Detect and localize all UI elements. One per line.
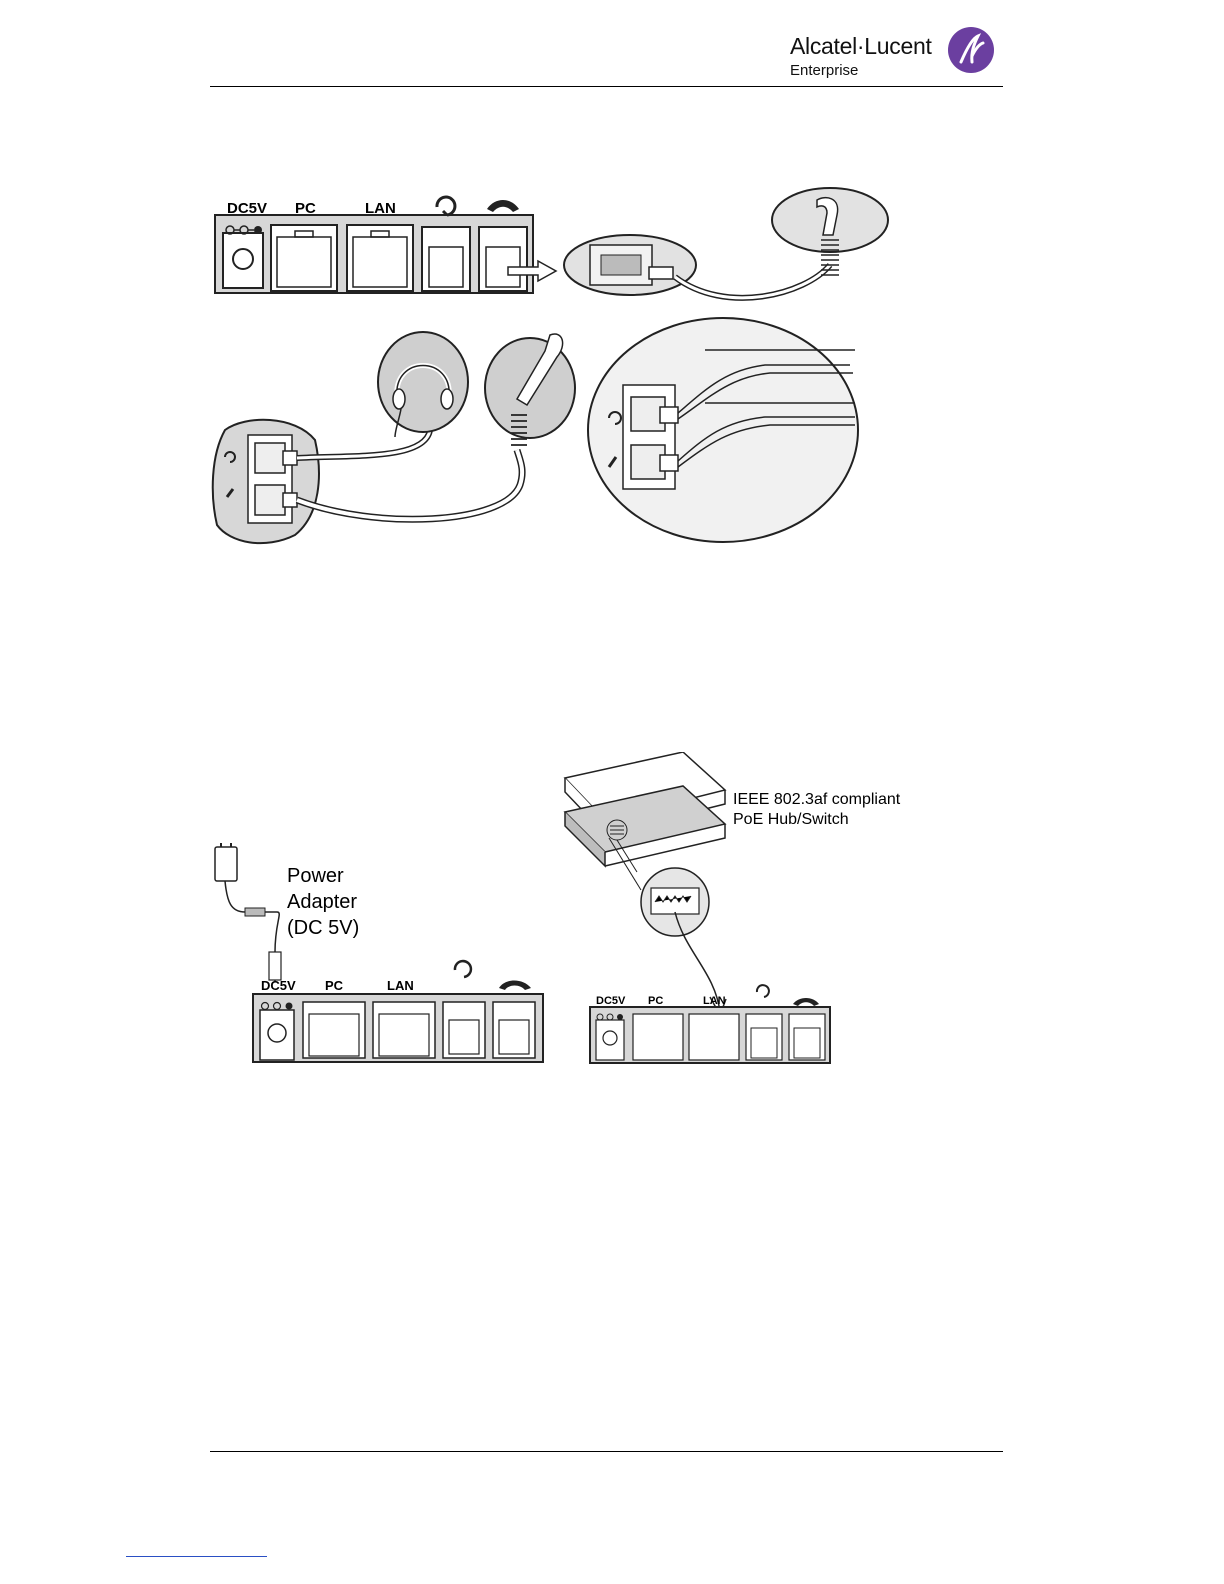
adapter-label-line-3: (DC 5V) xyxy=(287,917,360,939)
headset-port-icon xyxy=(757,985,769,997)
port-label-lan: LAN xyxy=(365,200,396,217)
port-label-pc: PC xyxy=(295,200,316,217)
port-label-pc: PC xyxy=(325,978,344,993)
switch-label-line-1: IEEE 802.3af compliant xyxy=(733,791,901,808)
brand-name: Alcatel·Lucent xyxy=(790,33,932,59)
port-label-dc5v: DC5V xyxy=(596,995,626,1007)
ports-closeup-left xyxy=(213,420,319,543)
header-rule xyxy=(210,86,1003,87)
port-label-lan: LAN xyxy=(387,978,414,993)
poe-switch-icon xyxy=(563,752,726,1015)
port-label-lan: LAN xyxy=(703,995,726,1007)
phone-rear-panel-left xyxy=(253,994,543,1062)
headset-detail xyxy=(378,332,468,437)
headset-port-icon xyxy=(437,197,455,215)
port-label-pc: PC xyxy=(648,995,664,1007)
phone-rear-panel xyxy=(215,215,533,293)
headset-port-icon xyxy=(455,961,471,977)
ports-magnified-detail xyxy=(588,318,858,542)
handset-connector-detail xyxy=(564,235,830,298)
handset-detail xyxy=(485,334,575,445)
footer-rule xyxy=(210,1451,1003,1452)
handset-detail xyxy=(772,188,888,275)
switch-label-line-2: PoE Hub/Switch xyxy=(733,811,849,828)
power-connection-figure xyxy=(205,752,910,1072)
adapter-label-line-1: Power xyxy=(287,865,344,887)
phone-rear-panel-right xyxy=(590,1007,830,1063)
handset-port-icon xyxy=(487,200,519,212)
port-label-dc5v: DC5V xyxy=(261,978,296,993)
alcatel-lucent-logo-icon xyxy=(947,26,995,74)
brand-subtitle: Enterprise xyxy=(790,62,859,79)
port-label-dc5v: DC5V xyxy=(227,200,268,217)
handset-port-icon xyxy=(499,981,531,991)
handset-port-icon xyxy=(793,998,819,1006)
power-adapter-icon xyxy=(215,843,281,982)
adapter-label-line-2: Adapter xyxy=(287,891,358,913)
footer-link-underline[interactable] xyxy=(126,1556,267,1557)
handset-headset-connection-figure xyxy=(205,185,895,550)
